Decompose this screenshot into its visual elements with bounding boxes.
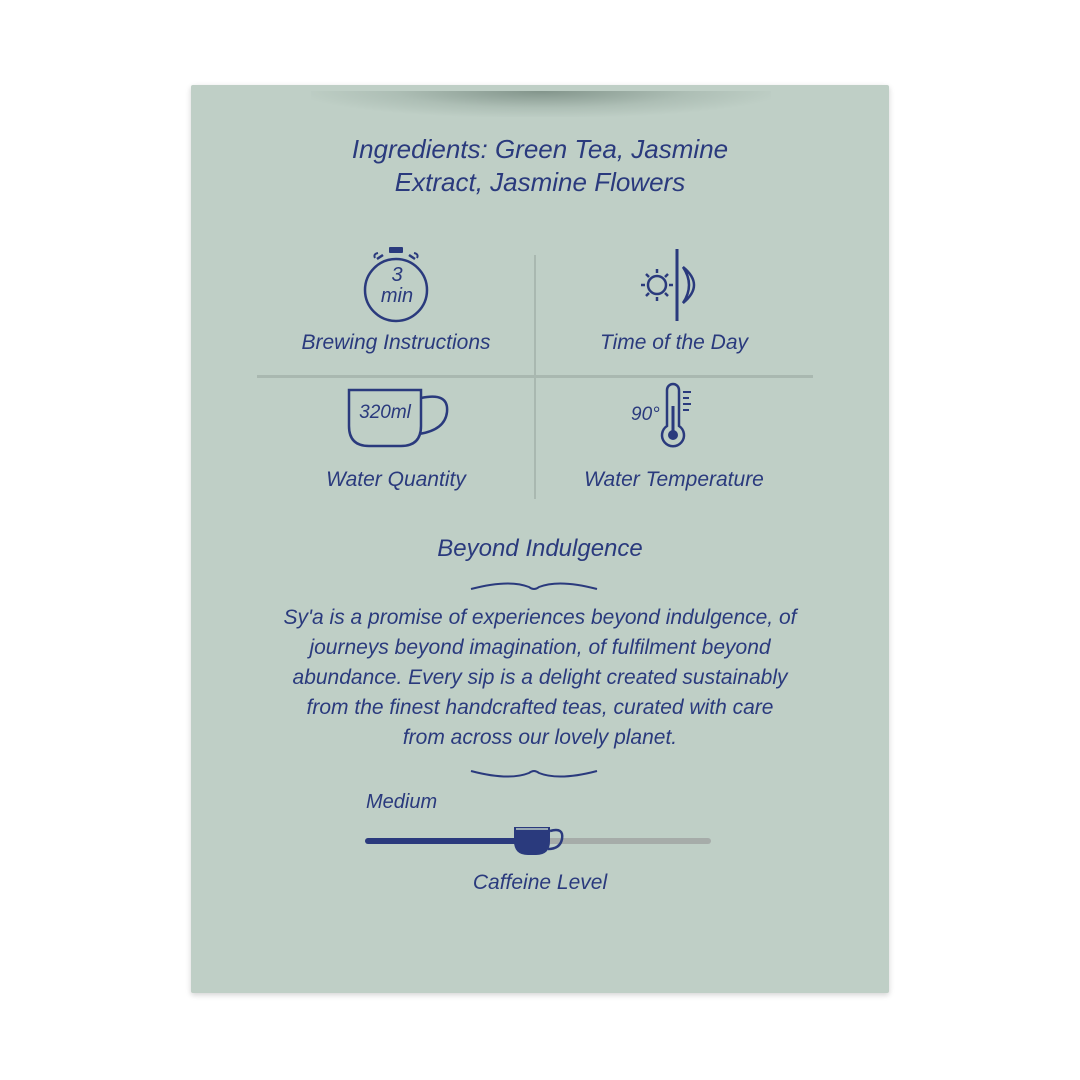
- info-grid: [257, 251, 813, 501]
- ingredients-text: [191, 133, 889, 199]
- water-quantity-value: 320ml: [359, 402, 411, 423]
- brewing-cell: [257, 251, 535, 375]
- water-quantity-cell: [257, 378, 535, 501]
- section-heading: Beyond Indulgence: [437, 535, 643, 562]
- caffeine-label: Caffeine Level: [472, 871, 608, 894]
- ingredients-line-1: Ingredients: Green Tea, Jasmine: [351, 134, 729, 164]
- flourish-bottom-icon: [469, 767, 599, 783]
- water-temperature-value: 90°: [631, 404, 660, 425]
- caffeine-level-value: Medium: [366, 791, 438, 813]
- brewing-label: Brewing Instructions: [301, 331, 491, 354]
- time-of-day-cell: [535, 251, 813, 375]
- tea-pack-back: [191, 85, 889, 993]
- pack-fold-shadow: [311, 91, 771, 117]
- brewing-time-number: 3: [391, 264, 403, 286]
- brewing-time-unit: min: [380, 285, 414, 307]
- time-of-day-label: Time of the Day: [599, 331, 749, 354]
- water-temperature-label: Water Temperature: [584, 468, 764, 491]
- caffeine-slider: [364, 821, 712, 861]
- water-temperature-cell: [535, 378, 813, 501]
- flourish-top-icon: [469, 579, 599, 595]
- water-quantity-label: Water Quantity: [326, 468, 466, 491]
- body-line: abundance. Every sip is a delight created sustainably: [292, 666, 788, 689]
- body-line: journeys beyond imagination, of fulfilment beyond: [309, 636, 771, 659]
- body-line: from the finest handcrafted teas, curated with care: [306, 696, 774, 719]
- body-line: Sy'a is a promise of experiences beyond indulgence, of: [283, 606, 797, 629]
- section-body: [251, 603, 829, 753]
- brewing-time-value: [359, 265, 435, 307]
- thermometer-icon: [659, 382, 699, 448]
- ingredients-line-2: Extract, Jasmine Flowers: [394, 167, 686, 197]
- sun-moon-icon: [635, 247, 715, 327]
- body-line: from across our lovely planet.: [402, 726, 678, 749]
